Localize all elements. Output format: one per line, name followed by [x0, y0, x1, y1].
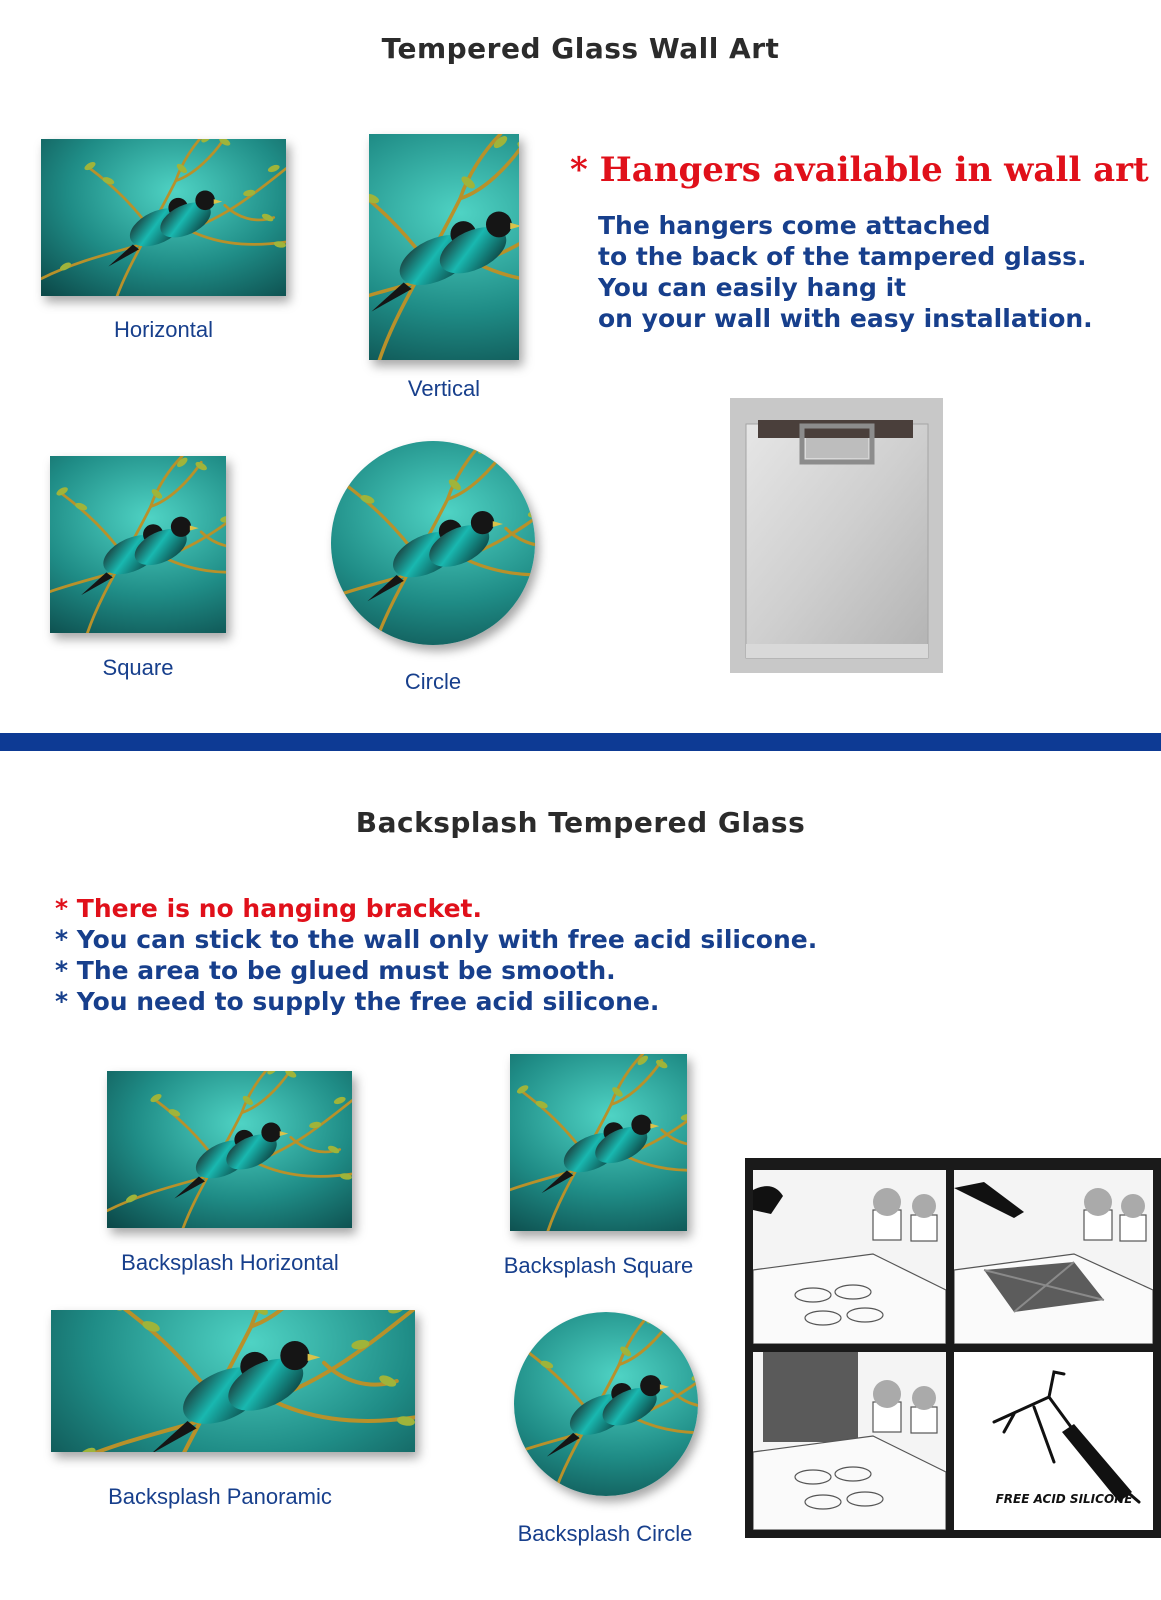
square-caption: Square [102, 655, 174, 680]
horizontal-artwork [41, 139, 286, 296]
hangers-line: to the back of the tampered glass. [598, 242, 1087, 271]
section-divider [0, 733, 1161, 751]
hangers-line: The hangers come attached [598, 211, 991, 240]
circle-caption: Circle [404, 669, 462, 694]
note-no-bracket: * There is no hanging bracket. [55, 894, 483, 923]
square-artwork [50, 456, 226, 633]
hangers-line: on your wall with easy installation. [598, 304, 1093, 333]
silicone-label: FREE ACID SILICONE [995, 1492, 1133, 1506]
backsplash-square-caption: Backsplash Square [503, 1253, 694, 1278]
backsplash-horizontal-artwork [107, 1071, 352, 1228]
backsplash-title: Backsplash Tempered Glass [355, 806, 806, 839]
note-silicone: * You can stick to the wall only with free acid silicone. [55, 925, 818, 954]
vertical-caption: Vertical [407, 376, 481, 401]
vertical-artwork [369, 134, 519, 360]
horizontal-caption: Horizontal [113, 317, 214, 342]
step-panel-2 [954, 1170, 1153, 1344]
hangers-heading: * Hangers available in wall art [570, 150, 1149, 190]
backsplash-horizontal-caption: Backsplash Horizontal [121, 1250, 339, 1275]
step-panel-3 [753, 1352, 946, 1530]
step-panel-1 [753, 1170, 946, 1344]
note-smooth: * The area to be glued must be smooth. [55, 956, 616, 985]
installation-steps-illustration [745, 1158, 1161, 1538]
backsplash-notes [55, 893, 817, 1017]
backsplash-circle-artwork [514, 1312, 698, 1496]
backsplash-panoramic-caption: Backsplash Panoramic [108, 1484, 332, 1509]
step-panel-4 [954, 1352, 1153, 1530]
backsplash-square-artwork [510, 1054, 687, 1231]
hanger-photo [730, 398, 943, 673]
backsplash-panoramic-artwork [51, 1310, 415, 1452]
hangers-line: You can easily hang it [598, 273, 907, 302]
circle-artwork [331, 441, 535, 645]
note-supply: * You need to supply the free acid silicone. [55, 987, 660, 1016]
backsplash-circle-caption: Backsplash Circle [517, 1521, 693, 1546]
hangers-description [598, 210, 1093, 334]
wall-art-title: Tempered Glass Wall Art [381, 32, 780, 65]
